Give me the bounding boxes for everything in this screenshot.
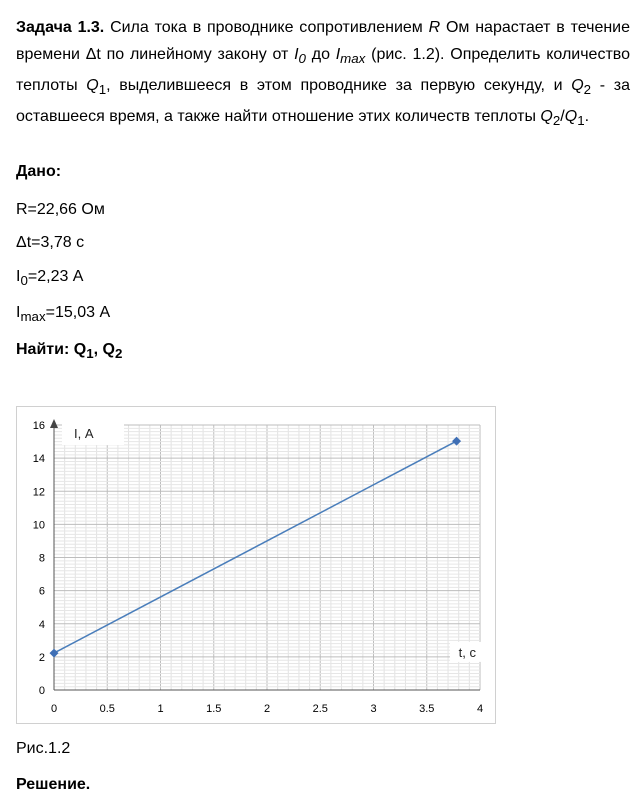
solution-title: Решение. [16,776,91,793]
given-r: R=22,66 Ом [16,201,105,218]
y-tick-label: 12 [32,486,45,499]
given-imax: $I_{max}=15,03$ А [16,304,111,325]
y-axis-arrow-icon [50,419,58,428]
problem-statement: Задача 1.3. Сила тока в проводнике сопротивлением R Ом нарастает в течение времени Δt по линейному закону от $I_0$ до $I_{max}$ (рис. 1.2). Определить количество теплоты $Q_1$, выделившееся в этом проводнике за первую секунду, и $Q_2$ - за оставшееся время, а также найти отношение этих количеств теплоты $Q_2/Q_1$. [16,19,631,129]
line-chart [17,407,497,725]
problem-heading: Задача 1.3. [16,19,105,36]
x-tick-label: 3 [370,703,377,715]
y-tick-label: 14 [32,453,45,466]
y-tick-label: 6 [38,585,45,598]
y-tick-label: 4 [38,618,45,631]
y-tick-label: 16 [32,420,45,432]
find-line: Найти: $Q_1$, $Q_2$ [16,341,123,362]
x-tick-label: 2.5 [312,703,328,715]
y-tick-label: 8 [38,552,45,565]
x-tick-label: 2 [263,703,271,715]
x-tick-label: 4 [476,703,484,715]
given-dt: Δt=3,78 с [16,234,85,251]
x-tick-label: 0.5 [99,703,115,715]
figure-chart [16,406,496,724]
given-i0: $I_0=2,23$ А [16,268,84,289]
x-tick-label: 1.5 [206,703,222,715]
x-tick-label: 1 [157,703,164,715]
x-axis-label: t, с [458,644,476,660]
y-axis-label: I, А [74,426,94,441]
x-tick-label: 0 [50,703,58,715]
y-tick-label: 10 [32,519,45,532]
y-tick-label: 2 [38,651,45,664]
given-title: Дано: [16,163,62,180]
x-tick-label: 3.5 [419,703,435,715]
figure-caption: Рис.1.2 [16,740,71,757]
y-tick-label: 0 [38,685,45,697]
